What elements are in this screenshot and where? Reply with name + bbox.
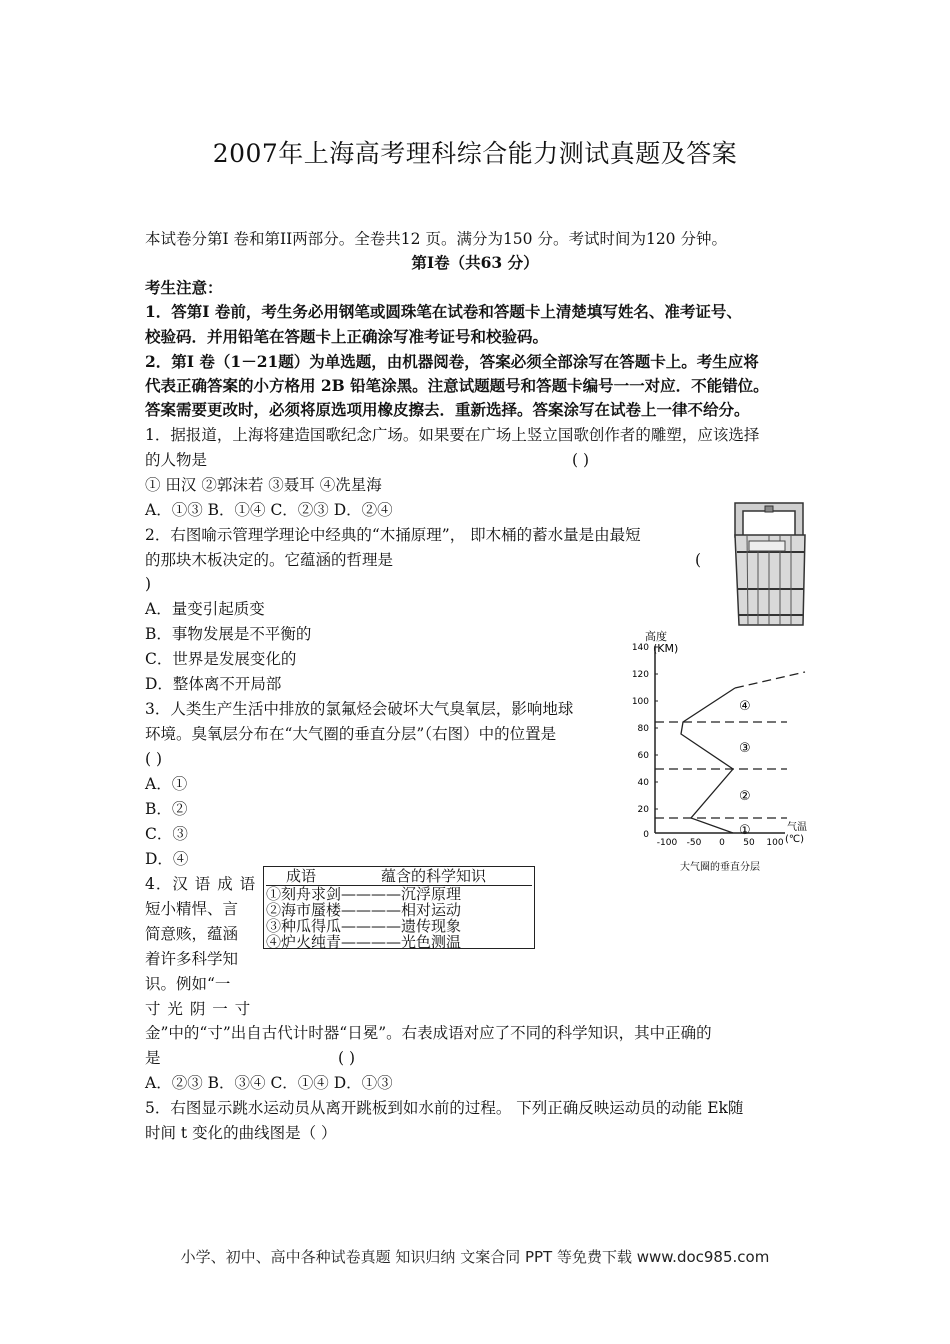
q3-option: A．① xyxy=(145,775,188,793)
x-tick-label: 100 xyxy=(766,838,784,848)
header-idiom: 成语 xyxy=(286,867,317,885)
y-axis-unit: (KM) xyxy=(653,642,679,655)
q2-option: D．整体离不开局部 xyxy=(145,675,282,693)
layer-label-4: ④ xyxy=(739,699,751,714)
y-tick-label: 20 xyxy=(637,805,649,815)
q5-stem: 5．右图显示跳水运动员从离开跳板到如水前的过程。 下列正确反映运动员的动能 Ek随 xyxy=(145,1099,744,1117)
q3-option: C．③ xyxy=(145,825,188,843)
y-tick-label: 100 xyxy=(631,697,649,707)
q3-stem-cont: 环境。臭氧层分布在“大气圈的垂直分层”（右图）中的位置是 xyxy=(145,725,557,743)
q4-stem-cont: 简意赅，蕴涵 xyxy=(145,925,239,943)
q2-option: A．量变引起质变 xyxy=(145,600,265,618)
q2-option: B．事物发展是不平衡的 xyxy=(145,625,312,643)
q4-choices: A．②③ B．③④ C．①④ D．①③ xyxy=(145,1074,393,1092)
notice-line: 1．答第Ⅰ 卷前，考生务必用钢笔或圆珠笔在试卷和答题卡上清楚填写姓名、准考证号、 xyxy=(145,302,742,321)
x-tick-label: -50 xyxy=(686,838,702,848)
notice-line: 校验码．并用铅笔在答题卡上正确涂写准考证号和校验码。 xyxy=(145,327,549,346)
q2-bracket-open: ( xyxy=(695,551,702,569)
layer-label-2: ② xyxy=(739,789,751,804)
x-tick-label: -100 xyxy=(656,838,678,848)
page-title: 2007年上海高考理科综合能力测试真题及答案 xyxy=(212,139,738,168)
y-tick-label: 80 xyxy=(637,724,649,734)
figure-caption: 大气圈的垂直分层 xyxy=(680,862,760,873)
q2-bracket-close: ) xyxy=(145,575,152,593)
x-tick-label: 50 xyxy=(743,838,755,848)
table-row: ①刻舟求剑————沉浮原理 xyxy=(266,885,462,903)
atmosphere-layers-figure xyxy=(615,628,810,878)
y-tick-label: 120 xyxy=(631,670,649,680)
q4-answer-bracket: ( ) xyxy=(338,1049,356,1067)
q2-stem-cont: 的那块木板决定的。它蕴涵的哲理是 xyxy=(145,551,394,569)
q3-stem: 3．人类生产生活中排放的氯氟烃会破坏大气臭氧层，影响地球 xyxy=(145,700,574,718)
notice-line: 2．第Ⅰ 卷（1－21题）为单选题，由机器阅卷，答案必须全部涂写在答题卡上。考生应将 xyxy=(145,352,759,371)
table-row: ③种瓜得瓜————遗传现象 xyxy=(266,917,462,935)
wooden-barrel-image xyxy=(725,497,810,635)
q1-answer-bracket: ( ) xyxy=(572,451,590,469)
q3-option: B．② xyxy=(145,800,188,818)
table-row: ②海市蜃楼————相对运动 xyxy=(266,901,462,919)
y-tick-label: 60 xyxy=(637,751,649,761)
y-tick-label: 40 xyxy=(637,778,649,788)
layer-label-1: ① xyxy=(739,823,751,838)
section-title: 第Ⅰ卷（共63 分） xyxy=(411,253,539,272)
q4-stem-cont: 短小精悍、言 xyxy=(145,900,239,918)
q1-items: ① 田汉 ②郭沫若 ③聂耳 ④冼星海 xyxy=(145,476,382,494)
idiom-table xyxy=(263,866,535,949)
q2-stem: 2．右图喻示管理学理论中经典的“木捅原理”， 即木桶的蓄水量是由最短 xyxy=(145,526,641,544)
y-axis-title: 高度 xyxy=(645,630,667,643)
notice-line: 答案需要更改时，必须将原选项用橡皮擦去．重新选择。答案涂写在试卷上一律不给分。 xyxy=(145,400,750,419)
header-knowledge: 蕴含的科学知识 xyxy=(381,867,487,885)
q3-answer-bracket: ( ) xyxy=(145,750,163,768)
x-axis-unit: (℃) xyxy=(785,834,805,845)
x-axis-title: 气温 xyxy=(787,822,807,833)
q1-stem: 1．据报道，上海将建造国歌纪念广场。如果要在广场上竖立国歌创作者的雕塑，应该选择 xyxy=(145,426,760,444)
q3-option: D．④ xyxy=(145,850,189,868)
q4-stem-cont: 着许多科学知 xyxy=(145,950,239,968)
q1-stem-cont: 的人物是 xyxy=(145,451,208,469)
q2-option: C．世界是发展变化的 xyxy=(145,650,297,668)
q4-stem-cont: 是 xyxy=(145,1049,161,1067)
x-tick-label: 0 xyxy=(719,838,725,848)
page-footer: 小学、初中、高中各种试卷真题 知识归纳 文案合同 PPT 等免费下载 www.doc985.com xyxy=(180,1248,770,1266)
q4-stem-cont: 寸 光 阴 一 寸 xyxy=(145,1000,252,1018)
layer-label-3: ③ xyxy=(739,741,751,756)
q4-stem-cont: 识。例如“一 xyxy=(145,975,231,993)
y-tick-label: 140 xyxy=(631,643,649,653)
table-row: ④炉火纯青————光色测温 xyxy=(266,933,462,951)
notice-line: 代表正确答案的小方格用 2B 铅笔涂黑。注意试题题号和答题卡编号一一对应．不能错位。 xyxy=(145,376,769,395)
q4-stem: 4．汉 语 成 语 xyxy=(145,875,257,893)
q5-stem-cont: 时间 t 变化的曲线图是（ ） xyxy=(145,1124,337,1142)
q4-stem-cont: 金”中的“寸”出自古代计时器“日冕”。右表成语对应了不同的科学知识，其中正确的 xyxy=(145,1024,712,1042)
exam-intro: 本试卷分第Ⅰ 卷和第II两部分。全卷共12 页。满分为150 分。考试时间为120 分钟。 xyxy=(145,230,727,248)
y-tick-label: 0 xyxy=(643,830,649,840)
notice-title: 考生注意： xyxy=(145,278,223,297)
q1-choices: A．①③ B．①④ C．②③ D．②④ xyxy=(145,501,393,519)
idiom-table-header xyxy=(266,868,532,886)
